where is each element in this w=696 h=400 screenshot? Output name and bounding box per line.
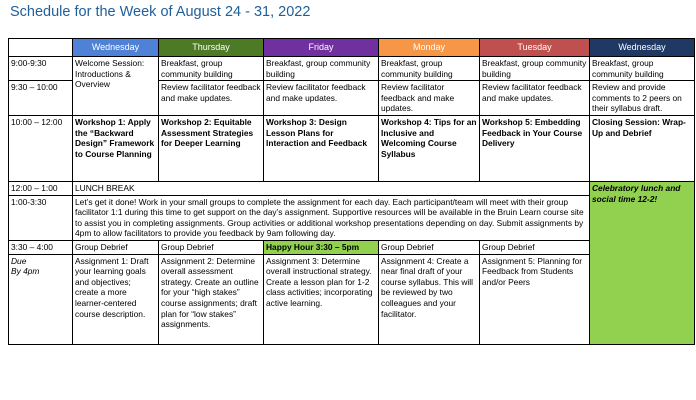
closing-session-cell: Closing Session: Wrap-Up and Debrief (590, 115, 695, 181)
time-cell: 10:00 – 12:00 (9, 115, 73, 181)
time-cell: 9:30 – 10:00 (9, 81, 73, 116)
day-header-wednesday: Wednesday (73, 39, 159, 57)
assignment-cell: Assignment 1: Draft your learning goals and objectives; create a more learner-centered course description. (73, 254, 159, 344)
schedule-cell: Review facilitator feedback and make updates. (379, 81, 480, 116)
row-9-00 (9, 57, 695, 81)
due-cell (9, 254, 73, 344)
schedule-cell: Review and provide comments to 2 peers on their syllabus draft. (590, 81, 695, 116)
day-header-thursday: Thursday (159, 39, 264, 57)
lunch-break-cell: LUNCH BREAK (73, 181, 590, 195)
workshop-cell: Workshop 3: Design Lesson Plans for Interaction and Feedback (264, 115, 379, 181)
row-10-00 (9, 115, 695, 181)
time-cell: 3:30 – 4:00 (9, 240, 73, 254)
celebration-cell: Celebratory lunch and social time 12-2! (590, 181, 695, 344)
schedule-cell: Breakfast, group community building (590, 57, 695, 81)
schedule-cell: Breakfast, group community building (159, 57, 264, 81)
day-header-wednesday-2: Wednesday (590, 39, 695, 57)
welcome-session-cell: Welcome Session: Introductions & Overview (73, 57, 159, 116)
day-header-friday: Friday (264, 39, 379, 57)
debrief-cell: Group Debrief (379, 240, 480, 254)
schedule-cell: Breakfast, group community building (379, 57, 480, 81)
day-header-tuesday: Tuesday (480, 39, 590, 57)
day-header-monday: Monday (379, 39, 480, 57)
schedule-cell: Breakfast, group community building (480, 57, 590, 81)
corner-cell (9, 39, 73, 57)
schedule-table (8, 38, 695, 345)
time-cell: 9:00-9:30 (9, 57, 73, 81)
assignment-cell: Assignment 5: Planning for Feedback from Students and/or Peers (480, 254, 590, 344)
schedule-cell: Review facilitator feedback and make updates. (159, 81, 264, 116)
schedule-cell: Review facilitator feedback and make updates. (480, 81, 590, 116)
workshop-cell: Workshop 1: Apply the “Backward Design” Framework to Course Planning (73, 115, 159, 181)
header-row (9, 39, 695, 57)
workshop-cell: Workshop 4: Tips for an Inclusive and Welcoming Course Syllabus (379, 115, 480, 181)
workshop-cell: Workshop 2: Equitable Assessment Strategies for Deeper Learning (159, 115, 264, 181)
happy-hour-cell: Happy Hour 3:30 – 5pm (264, 240, 379, 254)
schedule-cell: Review facilitator feedback and make updates. (264, 81, 379, 116)
due-time-label: By 4pm (11, 266, 40, 277)
time-cell: 1:00-3:30 (9, 195, 73, 240)
assignment-cell: Assignment 2: Determine overall assessment strategy. Create an outline for your “high stakes” course assignments; draft plan for “low stakes” assignments. (159, 254, 264, 344)
row-12-00 (9, 181, 695, 195)
page-title: Schedule for the Week of August 24 - 31, 2022 (10, 4, 311, 20)
debrief-cell: Group Debrief (73, 240, 159, 254)
work-session-cell: Let’s get it done! Work in your small groups to complete the assignment for each day. Each participant/team will meet with their group facilitator 1:1 during this time to get support on the day’s assignment. Supportive resources will be available in the Bruin Learn course site to assist you in completing assignments. Group activities or additional workshop presentations depending on day. Submit assignments by 4pm to allow facilitators to provide you feedback by 9am following day. (73, 195, 590, 240)
assignment-cell: Assignment 4: Create a near final draft of your course syllabus. This will be reviewed by two colleagues and your facilitator. (379, 254, 480, 344)
workshop-cell: Workshop 5: Embedding Feedback in Your Course Delivery (480, 115, 590, 181)
debrief-cell: Group Debrief (159, 240, 264, 254)
schedule-cell: Breakfast, group community building (264, 57, 379, 81)
debrief-cell: Group Debrief (480, 240, 590, 254)
assignment-cell: Assignment 3: Determine overall instructional strategy. Create a lesson plan for 1-2 class activities; incorporating active learning. (264, 254, 379, 344)
due-label: Due (11, 255, 27, 266)
time-cell: 12:00 – 1:00 (9, 181, 73, 195)
